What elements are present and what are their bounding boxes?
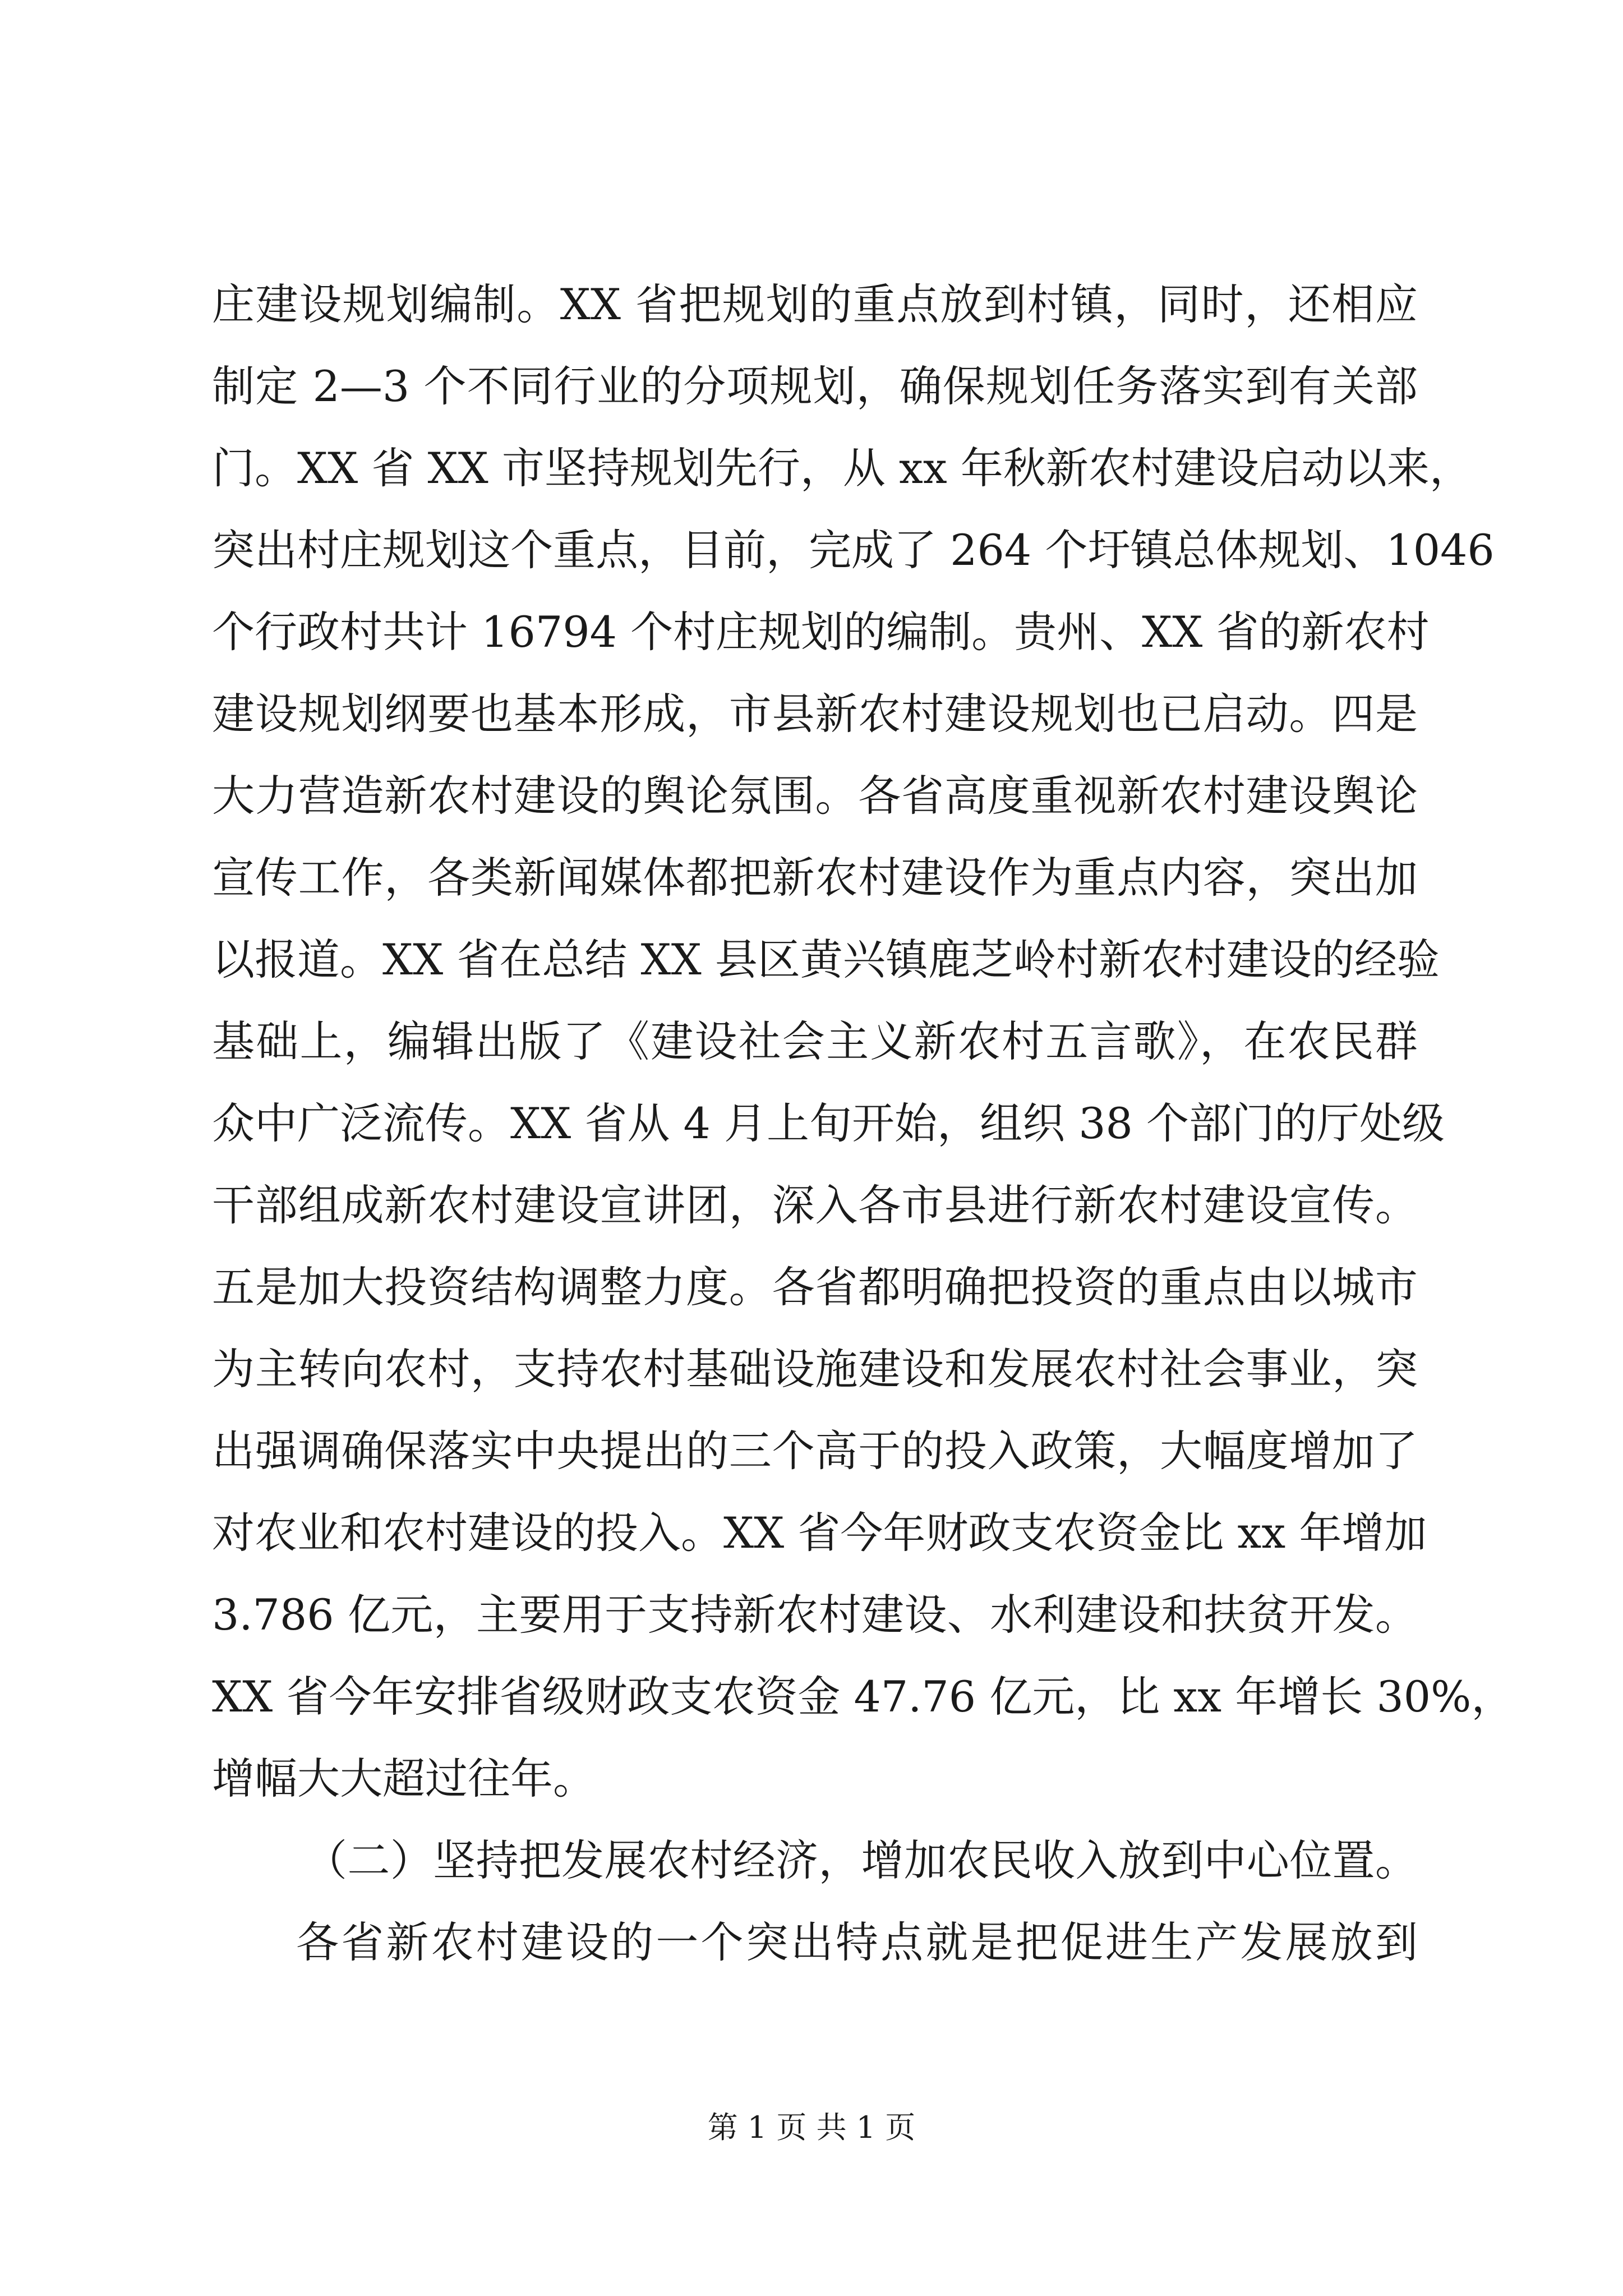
text-line: 为主转向农村，支持农村基础设施建设和发展农村社会事业，突 bbox=[212, 1344, 1418, 1394]
text-line: 建设规划纲要也基本形成，市县新农村建设规划也已启动。四是 bbox=[212, 689, 1418, 739]
text-line: 以报道。XX 省在总结 XX 县区黄兴镇鹿芝岭村新农村建设的经验 bbox=[212, 935, 1440, 984]
text-line: 出强调确保落实中央提出的三个高于的投入政策，大幅度增加了 bbox=[212, 1426, 1418, 1476]
text-line: 制定 2—3 个不同行业的分项规划，确保规划任务落实到有关部 bbox=[212, 361, 1418, 411]
body-text bbox=[212, 264, 1514, 1984]
text-line: 突出村庄规划这个重点，目前，完成了 264 个圩镇总体规划、1046 bbox=[212, 525, 1495, 575]
text-line: 庄建设规划编制。XX 省把规划的重点放到村镇，同时，还相应 bbox=[212, 279, 1418, 329]
text-line: 大力营造新农村建设的舆论氛围。各省高度重视新农村建设舆论 bbox=[212, 771, 1418, 821]
text-line: 个行政村共计 16794 个村庄规划的编制。贵州、XX 省的新农村 bbox=[212, 607, 1430, 657]
text-line: 门。XX 省 XX 市坚持规划先行，从 xx 年秋新农村建设启动以来， bbox=[212, 443, 1472, 493]
text-line: XX 省今年安排省级财政支农资金 47.76 亿元，比 xx 年增长 30%， bbox=[212, 1672, 1514, 1722]
text-line: 众中广泛流传。XX 省从 4 月上旬开始，组织 38 个部门的厅处级 bbox=[212, 1098, 1445, 1148]
text-line: 宣传工作，各类新闻媒体都把新农村建设作为重点内容，突出加 bbox=[212, 853, 1418, 903]
page-number-footer: 第 1 页 共 1 页 bbox=[707, 2110, 916, 2145]
section-heading: （二）坚持把发展农村经济，增加农民收入放到中心位置。 bbox=[305, 1835, 1418, 1885]
text-line: 对农业和农村建设的投入。XX 省今年财政支农资金比 xx 年增加 bbox=[212, 1508, 1427, 1558]
text-line: 3.786 亿元，主要用于支持新农村建设、水利建设和扶贫开发。 bbox=[212, 1590, 1418, 1640]
text-line: 增幅大大超过往年。 bbox=[212, 1754, 596, 1803]
paragraph-start: 各省新农村建设的一个突出特点就是把促进生产发展放到 bbox=[296, 1917, 1418, 1967]
text-line: 五是加大投资结构调整力度。各省都明确把投资的重点由以城市 bbox=[212, 1262, 1418, 1312]
text-line: 基础上，编辑出版了《建设社会主义新农村五言歌》，在农民群 bbox=[212, 1016, 1418, 1066]
text-line: 干部组成新农村建设宣讲团，深入各市县进行新农村建设宣传。 bbox=[212, 1180, 1418, 1230]
